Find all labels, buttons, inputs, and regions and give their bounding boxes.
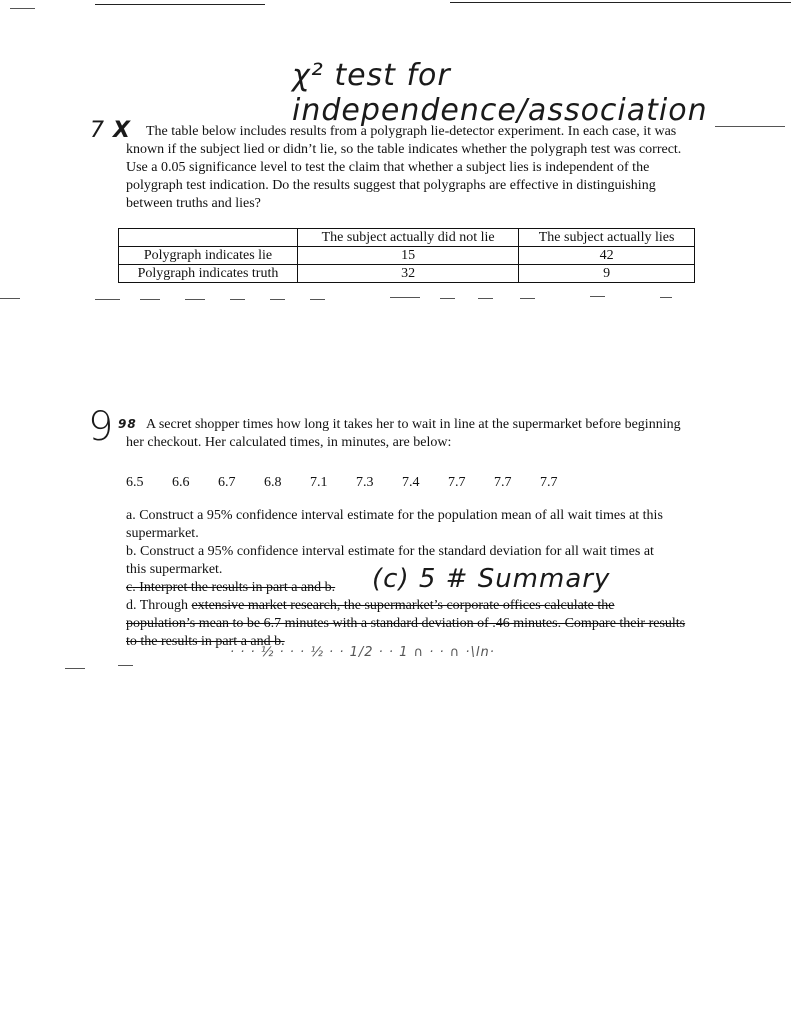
scan-dash <box>185 299 205 300</box>
wait-time-value: 7.7 <box>448 475 466 490</box>
wait-time-value: 7.4 <box>402 475 420 490</box>
bottom-scribble: · · · ½ · · · ½ · · 1/2 · · 1 ∩ · · ∩ ·\ln· <box>230 645 495 660</box>
scan-dash <box>230 299 245 300</box>
scan-dash <box>0 298 20 299</box>
row-label: Polygraph indicates lie <box>119 247 298 265</box>
summary-note: (c) 5 # Summary <box>372 564 611 594</box>
wait-time-value: 6.7 <box>218 475 236 490</box>
table-cell: 9 <box>519 265 695 283</box>
q7-crossed-number: X <box>113 118 131 143</box>
table-cell: 32 <box>298 265 519 283</box>
top-rule-left <box>95 4 265 5</box>
q7-number-text: 7 <box>90 118 105 143</box>
part-b: b. Construct a 95% confidence interval estimate for the standard deviation for all wait times at this supermarket. <box>126 544 654 577</box>
table-row <box>119 265 695 283</box>
top-rule-right <box>450 2 791 3</box>
q7-text: The table below includes results from a polygraph lie-detector experiment. In each case, it was known if the subject lied or didn’t lie, so the table indicates whether the polygraph test was correct. Use a 0.05 significance level to test the claim that whether a subject lies is independent of the polygraph test indication. Do the results suggest that polygraphs are effective in distinguishing between truths and lies? <box>126 124 682 211</box>
wait-time-value: 7.1 <box>310 475 328 490</box>
scan-dash <box>390 297 420 298</box>
scan-dash <box>440 298 455 299</box>
part-d <box>126 597 686 651</box>
scan-dash <box>520 298 535 299</box>
scan-dash <box>660 297 672 298</box>
table-header-cell <box>119 229 298 247</box>
wait-time-value: 6.8 <box>264 475 282 490</box>
table-row <box>119 247 695 265</box>
table-header-cell: The subject actually did not lie <box>298 229 519 247</box>
scan-dash <box>140 299 160 300</box>
scan-dash <box>590 296 605 297</box>
wait-time-value: 6.6 <box>172 475 190 490</box>
scan-dash <box>95 299 120 300</box>
handwritten-title: χ² test for independence/association <box>292 58 708 128</box>
table-header-cell: The subject actually lies <box>519 229 695 247</box>
scan-dash <box>270 299 285 300</box>
table-cell: 15 <box>298 247 519 265</box>
scan-dash <box>310 299 325 300</box>
top-dash <box>10 8 35 9</box>
right-margin-dash <box>715 126 785 127</box>
scan-dash <box>65 668 85 669</box>
wait-time-value: 7.7 <box>494 475 512 490</box>
wait-times-list <box>126 474 686 492</box>
q9-intro: A secret shopper times how long it takes her to wait in line at the supermarket before beginning her checkout. Her calculated times, in minutes, are below: <box>126 417 681 450</box>
wait-time-value: 7.7 <box>540 475 558 490</box>
table-cell: 42 <box>519 247 695 265</box>
table-header-row <box>119 229 695 247</box>
polygraph-table <box>118 228 695 283</box>
part-d-struck: extensive market research, the supermarket’s corporate offices calculate the population’s mean to be 6.7 minutes with a standard deviation of .46 minutes. Compare their results to the results in part a and b. <box>126 598 686 649</box>
q7-number <box>90 118 131 143</box>
wait-time-value: 6.5 <box>126 475 144 490</box>
row-label: Polygraph indicates truth <box>119 265 298 283</box>
wait-time-value: 7.3 <box>356 475 374 490</box>
scan-dash <box>118 665 133 666</box>
part-c: c. Interpret the results in part a and b. <box>126 580 336 595</box>
part-a: a. Construct a 95% confidence interval estimate for the population mean of all wait times at this supermarket. <box>126 508 663 541</box>
scan-dash <box>478 298 493 299</box>
part-d-lead: d. Through <box>126 598 192 613</box>
q9-crossed-number: 98 <box>118 417 137 431</box>
q9-number: 9 <box>88 404 115 450</box>
